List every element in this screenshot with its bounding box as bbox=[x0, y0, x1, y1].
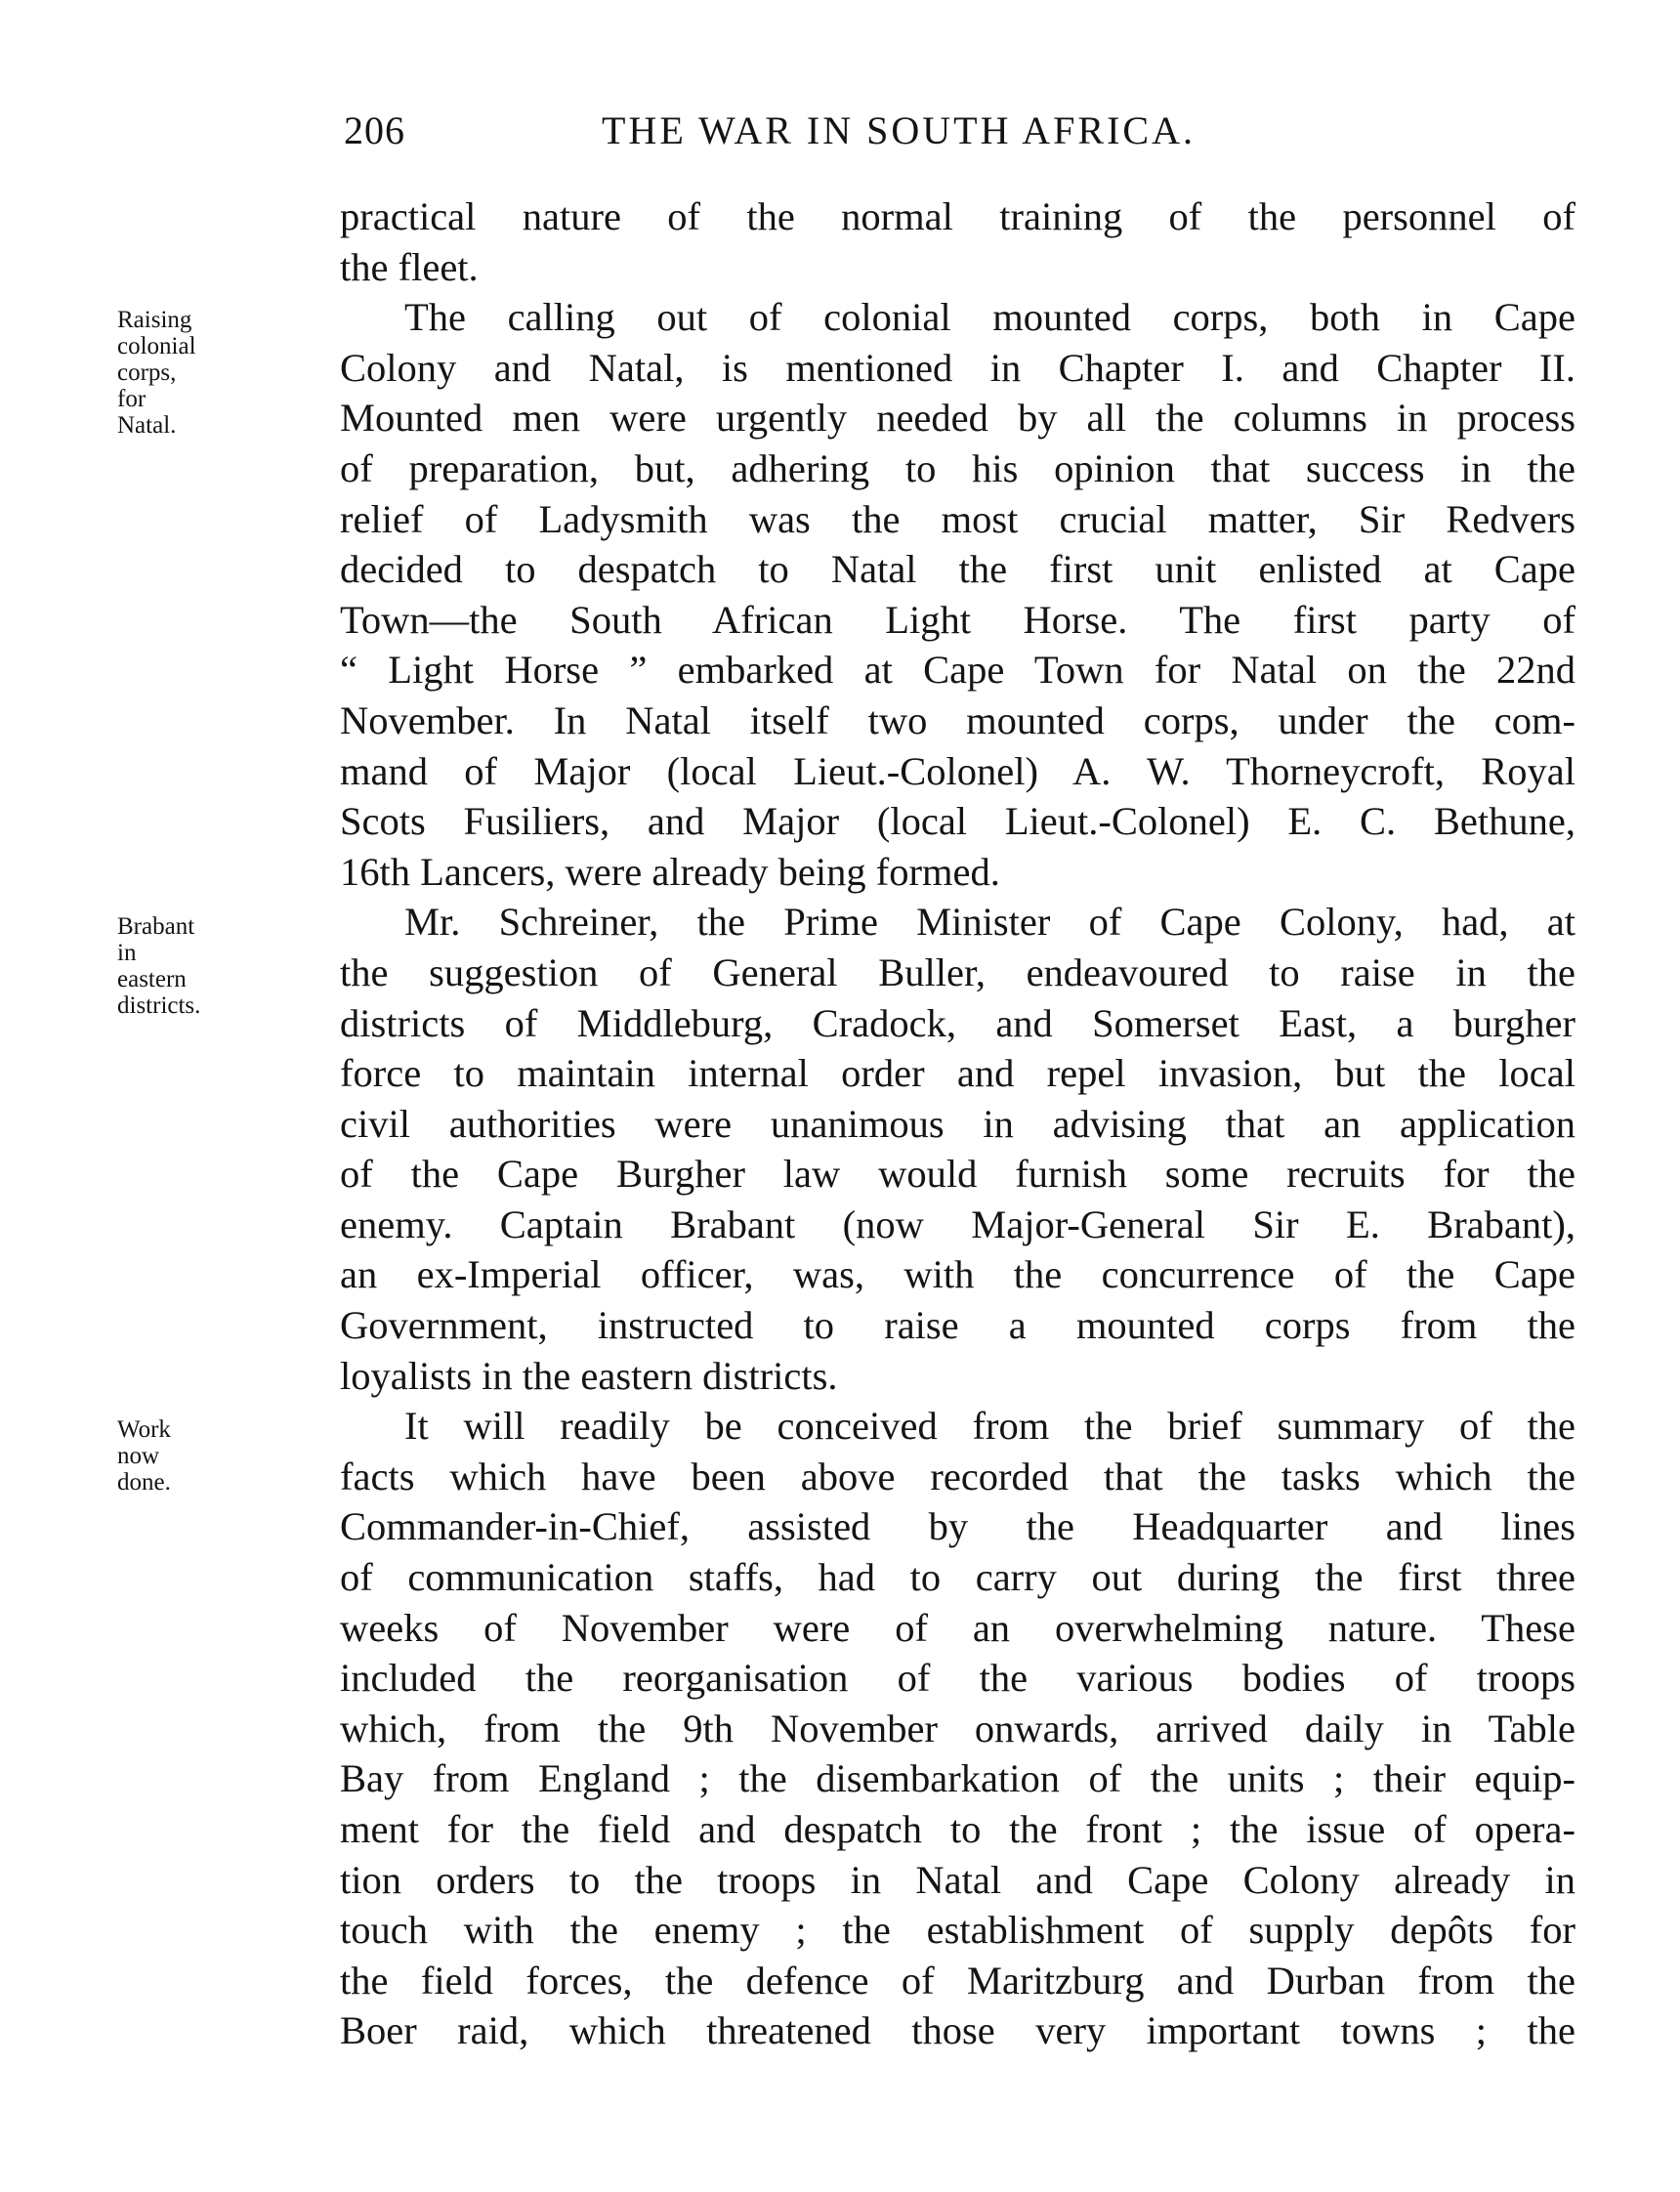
text-line: Bay from England ; the disembarkation of the units ; their equip- bbox=[340, 1756, 1575, 1801]
text-line: Mounted men were urgently needed by all the columns in process bbox=[340, 396, 1575, 441]
text-line: of communication staffs, had to carry out during the first three bbox=[340, 1555, 1575, 1600]
text-line: Mr. Schreiner, the Prime Minister of Cape Colony, had, at bbox=[404, 900, 1575, 945]
text-line: Boer raid, which threatened those very important towns ; the bbox=[340, 2008, 1575, 2053]
text-line: decided to despatch to Natal the first unit enlisted at Cape bbox=[340, 547, 1575, 592]
sidenote-line: done. bbox=[117, 1469, 171, 1496]
running-head bbox=[340, 107, 1575, 166]
text-line: ment for the field and despatch to the front ; the issue of opera- bbox=[340, 1807, 1575, 1851]
paragraph-brabant bbox=[340, 897, 1575, 1401]
text-line: Commander-in-Chief, assisted by the Headquarter and lines bbox=[340, 1504, 1575, 1549]
sidenote-raising-colonial-corps bbox=[117, 307, 273, 439]
text-line: which, from the 9th November onwards, arrived daily in Table bbox=[340, 1706, 1575, 1750]
text-line: of preparation, but, adhering to his opinion that success in the bbox=[340, 445, 1575, 490]
paragraph-continued bbox=[340, 191, 1575, 292]
sidenote-line: corps, bbox=[117, 359, 177, 386]
text-line: force to maintain internal order and repel invasion, but the local bbox=[340, 1051, 1575, 1096]
text-line: The calling out of colonial mounted corps, both in Cape bbox=[404, 295, 1575, 340]
sidenote-brabant bbox=[117, 913, 273, 1019]
main-text bbox=[340, 191, 1575, 2056]
sidenote-line: now bbox=[117, 1443, 160, 1469]
sidenote-line: Natal. bbox=[117, 412, 177, 439]
text-line: included the reorganisation of the various bodies of troops bbox=[340, 1656, 1575, 1701]
text-line: tion orders to the troops in Natal and Cape Colony already in bbox=[340, 1857, 1575, 1902]
text-line: November. In Natal itself two mounted corps, under the com- bbox=[340, 697, 1575, 742]
sidenote-line: colonial bbox=[117, 333, 196, 359]
text-line: “ Light Horse ” embarked at Cape Town for Natal on the 22nd bbox=[340, 648, 1575, 693]
sidenote-work-now-done bbox=[117, 1416, 273, 1496]
page-number: 206 bbox=[344, 108, 405, 152]
text-line: an ex-Imperial officer, was, with the concurrence of the Cape bbox=[340, 1252, 1575, 1297]
text-line: Town—the South African Light Horse. The first party of bbox=[340, 597, 1575, 642]
text-line: Colony and Natal, is mentioned in Chapter I. and Chapter II. bbox=[340, 345, 1575, 390]
text-line: touch with the enemy ; the establishment of supply depôts for bbox=[340, 1908, 1575, 1953]
sidenote-line: in bbox=[117, 940, 137, 966]
text-line: It will readily be conceived from the brief summary of the bbox=[404, 1404, 1575, 1449]
text-line: civil authorities were unanimous in advising that an application bbox=[340, 1101, 1575, 1146]
paragraph-colonial-corps bbox=[340, 292, 1575, 897]
text-line: mand of Major (local Lieut.-Colonel) A. W. Thorneycroft, Royal bbox=[340, 748, 1575, 793]
paragraph-work-done bbox=[340, 1401, 1575, 2056]
sidenote-line: Raising bbox=[117, 307, 192, 333]
text-line: districts of Middleburg, Cradock, and Somerset East, a burgher bbox=[340, 1000, 1575, 1045]
sidenote-line: eastern bbox=[117, 966, 187, 992]
text-line: of the Cape Burgher law would furnish some recruits for the bbox=[340, 1152, 1575, 1197]
text-line: weeks of November were of an overwhelming nature. These bbox=[340, 1605, 1575, 1650]
text-line: relief of Ladysmith was the most crucial matter, Sir Redvers bbox=[340, 496, 1575, 541]
text-line: Scots Fusiliers, and Major (local Lieut.-Colonel) E. C. Bethune, bbox=[340, 799, 1575, 844]
text-line: Government, instructed to raise a mounted corps from the bbox=[340, 1303, 1575, 1348]
text-line: facts which have been above recorded that the tasks which the bbox=[340, 1454, 1575, 1498]
book-title: THE WAR IN SOUTH AFRICA. bbox=[602, 108, 1196, 152]
text-line: the field forces, the defence of Maritzburg and Durban from the bbox=[340, 1958, 1575, 2002]
text-line: loyalists in the eastern districts. bbox=[340, 1353, 838, 1398]
sidenote-line: Brabant bbox=[117, 913, 195, 940]
sidenote-line: Work bbox=[117, 1416, 171, 1443]
sidenote-line: for bbox=[117, 386, 147, 412]
text-line: enemy. Captain Brabant (now Major-General Sir E. Brabant), bbox=[340, 1201, 1575, 1246]
text-line: 16th Lancers, were already being formed. bbox=[340, 849, 1000, 894]
text-line: practical nature of the normal training of the personnel of bbox=[340, 194, 1575, 238]
text-line: the fleet. bbox=[340, 244, 479, 289]
text-line: the suggestion of General Buller, endeavoured to raise in the bbox=[340, 949, 1575, 994]
sidenote-line: districts. bbox=[117, 992, 201, 1019]
